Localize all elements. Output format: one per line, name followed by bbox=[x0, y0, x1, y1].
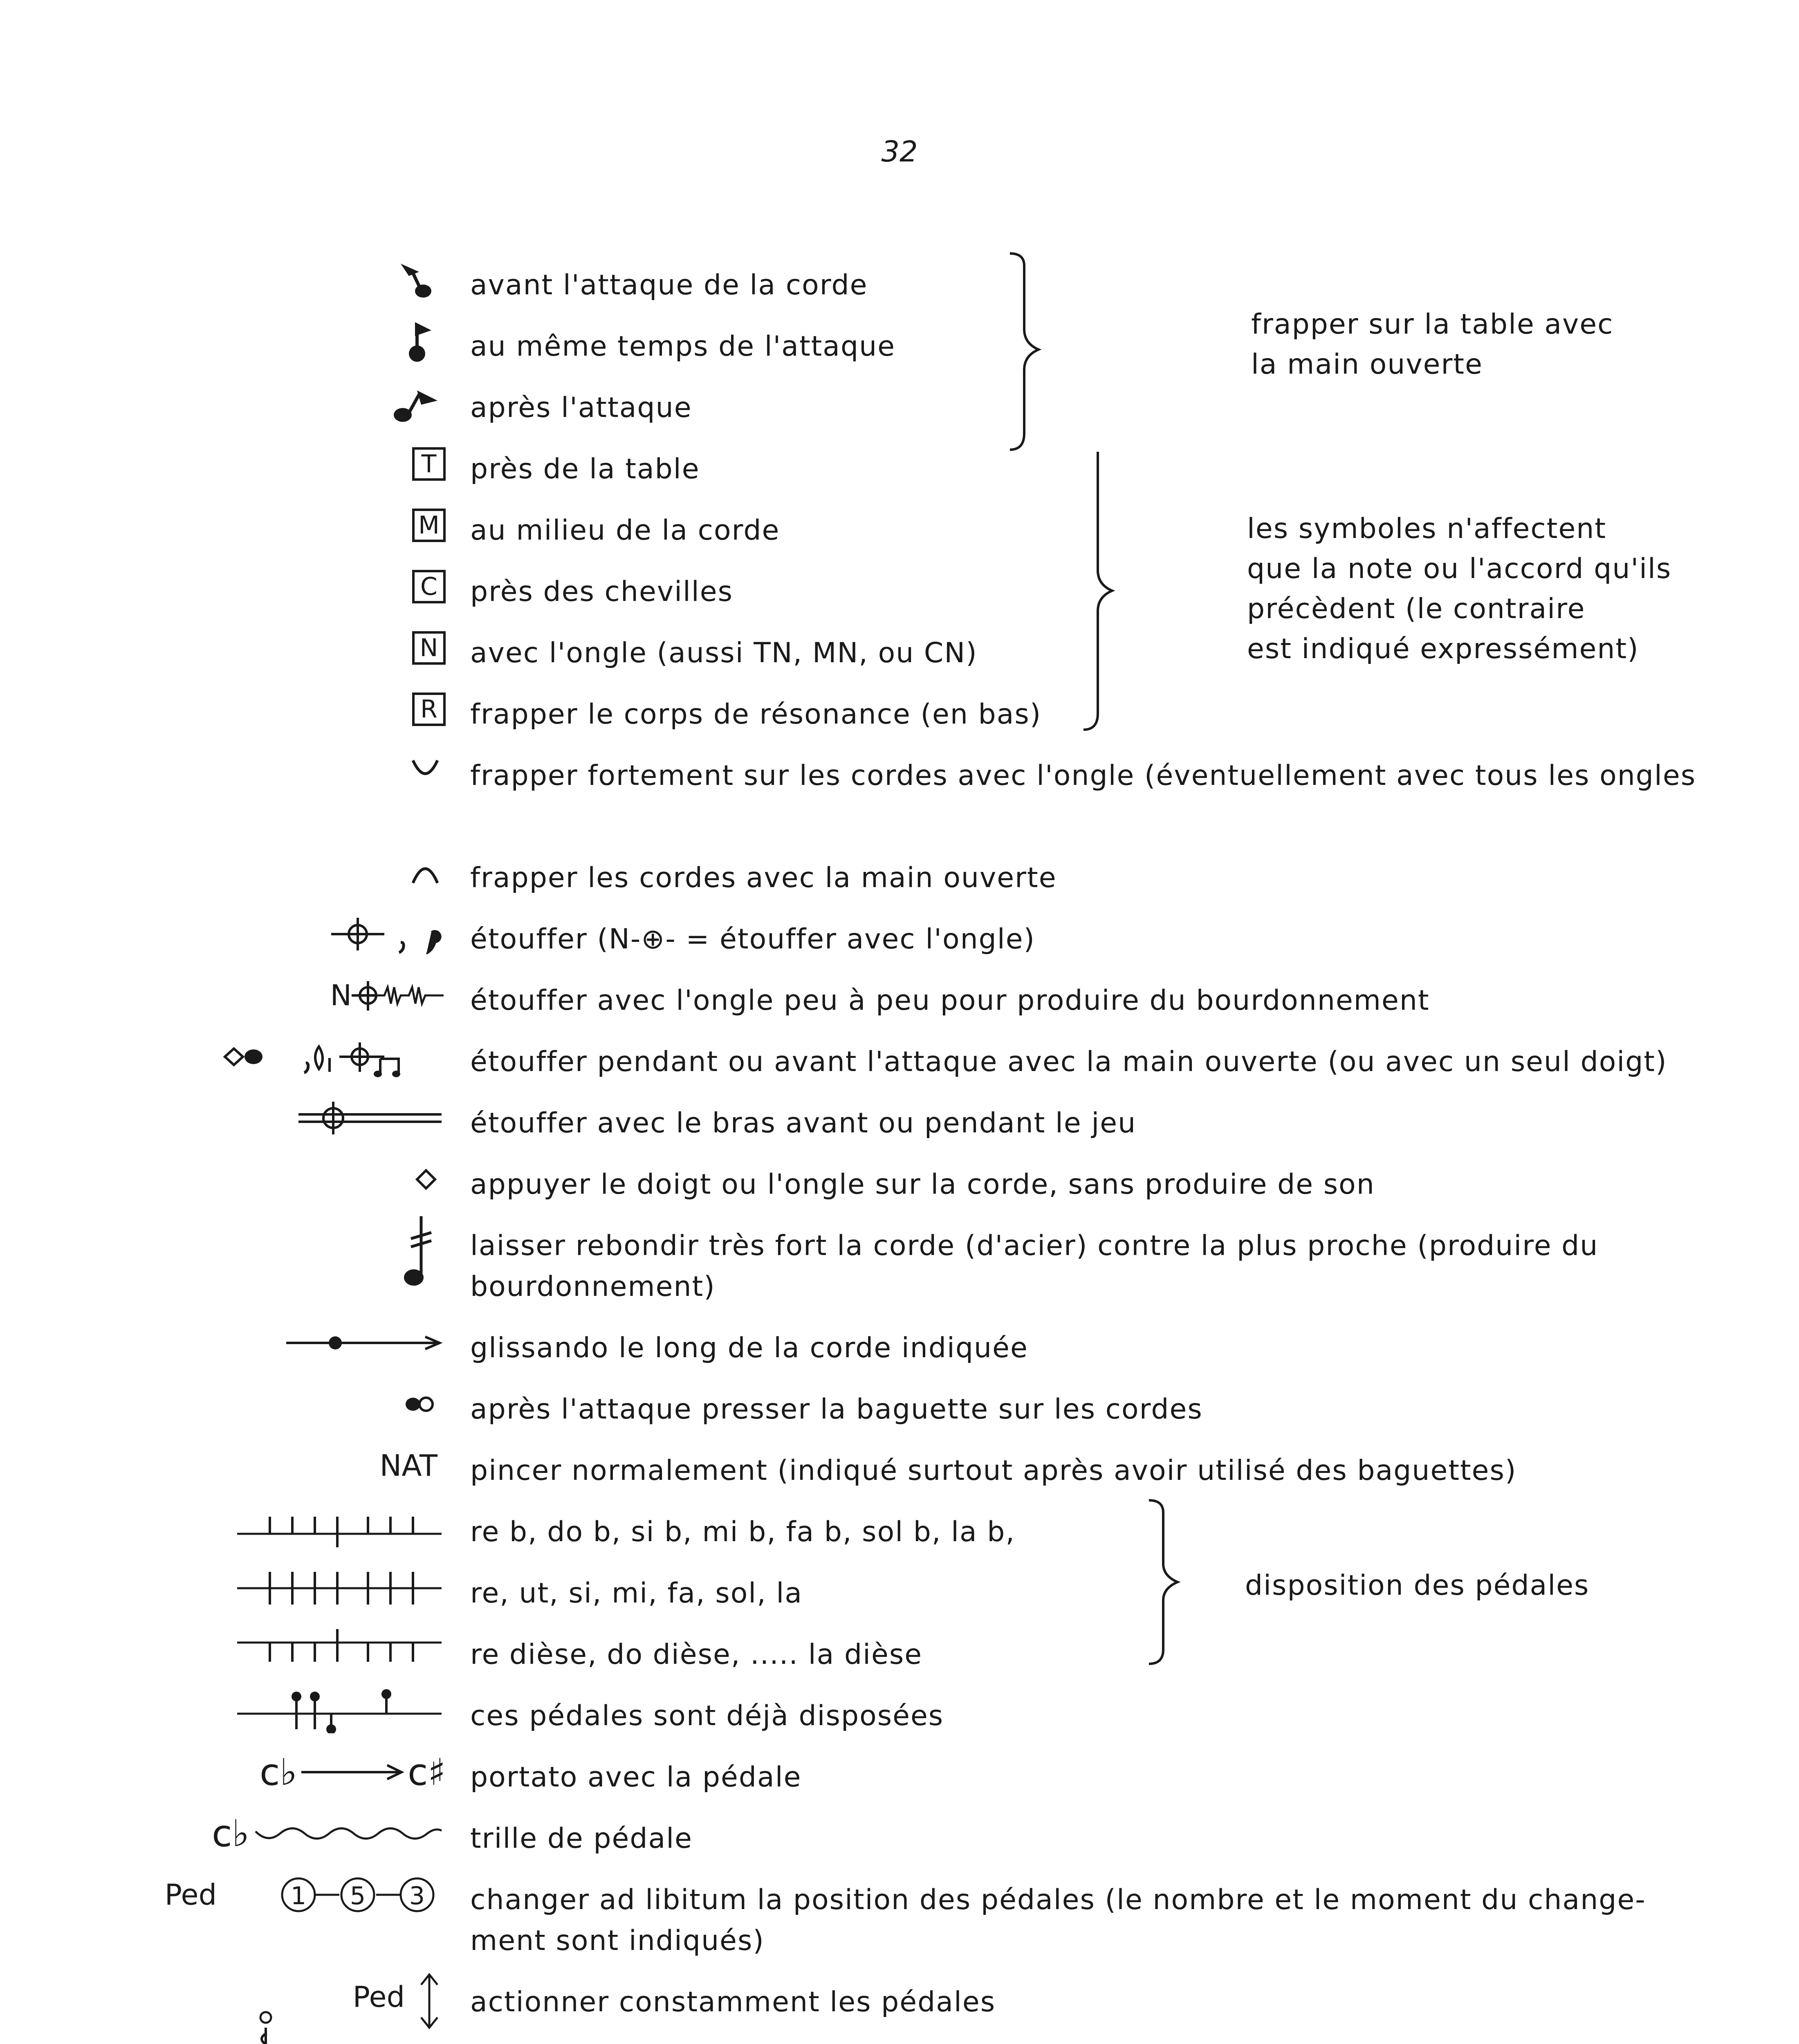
legend-text: re dièse, do dièse, ..... la dièse bbox=[470, 1638, 923, 1671]
legend-row bbox=[0, 687, 1799, 732]
legend-text: actionner constamment les pédales bbox=[470, 1986, 996, 2018]
pedal-flats-icon bbox=[233, 1504, 446, 1549]
side-note-symbols: les symboles n'affectent que la note ou l'accord qu'ils précèdent (le contraire est indiqué expressément) bbox=[1247, 513, 1672, 665]
c-flat-label: c♭ bbox=[212, 1812, 249, 1855]
legend-row bbox=[0, 1811, 1799, 1856]
pedal-circle-number: 5 bbox=[350, 1882, 366, 1910]
legend-row bbox=[0, 1443, 1799, 1488]
pedal-sharps-icon bbox=[233, 1627, 446, 1672]
damp-buzz-icon bbox=[352, 973, 446, 1018]
legend-row bbox=[0, 442, 1799, 486]
glissando-arrow-icon bbox=[282, 1320, 446, 1365]
legend-row bbox=[0, 380, 1799, 425]
dot-circle-icon bbox=[397, 1382, 446, 1427]
pedal-preset-icon bbox=[233, 1688, 446, 1733]
note-stroke-before-icon bbox=[384, 258, 446, 303]
legend-text: au même temps de l'attaque bbox=[470, 330, 896, 363]
pedal-naturals-icon bbox=[233, 1566, 446, 1611]
side-note-table: frapper sur la table avec la main ouverte bbox=[1251, 308, 1614, 381]
legend-row bbox=[0, 1872, 1799, 1957]
legend-text: près des chevilles bbox=[470, 576, 734, 608]
page-number: 32 bbox=[881, 135, 918, 168]
legend-text: glissando le long de la corde indiquée bbox=[470, 1332, 1028, 1364]
legend-row bbox=[0, 2036, 1799, 2044]
damp-arm-icon bbox=[294, 1096, 446, 1141]
wavy-line-icon bbox=[249, 1811, 446, 1856]
legend-text: au milieu de la corde bbox=[470, 514, 780, 547]
legend-row bbox=[0, 1750, 1799, 1795]
pedal-circles-icon bbox=[278, 1872, 442, 1917]
legend-text: trille de pédale bbox=[470, 1822, 693, 1855]
legend-text: étouffer avec l'ongle peu à peu pour produire du bourdonnement bbox=[470, 984, 1430, 1017]
legend-row bbox=[0, 748, 1799, 793]
pedal-circle-number: 1 bbox=[290, 1882, 307, 1910]
legend-text: frapper fortement sur les cordes avec l'ongle (éventuellement avec tous les ongles bbox=[470, 760, 1696, 792]
c-flat-label: c♭ bbox=[260, 1750, 297, 1794]
legend-row bbox=[0, 1382, 1799, 1427]
legend-text: avec l'ongle (aussi TN, MN, ou CN) bbox=[470, 637, 978, 669]
box-r-icon: R bbox=[412, 693, 446, 726]
legend-text: re b, do b, si b, mi b, fa b, sol b, la b, bbox=[470, 1516, 1016, 1548]
legend-text: laisser rebondir très fort la corde (d'acier) contre la plus proche (produire du bourdonnement) bbox=[470, 1230, 1599, 1303]
note-stroke-same-icon bbox=[384, 319, 446, 364]
up-down-arrow-icon bbox=[413, 1970, 446, 2032]
legend-text: après l'attaque presser la baguette sur les cordes bbox=[470, 1393, 1203, 1425]
legend-row bbox=[0, 912, 1799, 957]
legend-text: avant l'attaque de la corde bbox=[470, 269, 868, 301]
brace-right bbox=[1079, 448, 1128, 734]
arc-down-icon bbox=[405, 748, 446, 793]
box-c-icon: C bbox=[412, 570, 446, 603]
diamond-icon bbox=[405, 1157, 446, 1202]
c-sharp-label: c♯ bbox=[407, 1750, 446, 1794]
arrow-right-icon bbox=[297, 1750, 408, 1795]
legend-row bbox=[0, 1627, 1799, 1672]
legend-row bbox=[0, 258, 1799, 303]
damp-comma-icon bbox=[323, 912, 446, 957]
legend-row bbox=[0, 1157, 1799, 1202]
legend-text: près de la table bbox=[470, 453, 700, 485]
legend-text: après l'attaque bbox=[470, 392, 692, 424]
ped-label: Ped bbox=[352, 1980, 405, 2014]
note-stroke-after-icon bbox=[380, 380, 446, 425]
legend-row bbox=[0, 1320, 1799, 1365]
box-m-icon: M bbox=[412, 509, 446, 542]
harmonic-note-icon bbox=[249, 2036, 282, 2044]
legend-row bbox=[0, 1688, 1799, 1733]
damp-hand-icon bbox=[217, 1034, 446, 1079]
legend-row bbox=[0, 1218, 1799, 1303]
legend-text: étouffer (N-⊕- = étouffer avec l'ongle) bbox=[470, 923, 1036, 955]
legend-text: frapper le corps de résonance (en bas) bbox=[470, 698, 1042, 731]
brace-right bbox=[1145, 1496, 1194, 1668]
legend-text: pincer normalement (indiqué surtout après avoir utilisé des baguettes) bbox=[470, 1455, 1517, 1487]
legend-text: re, ut, si, mi, fa, sol, la bbox=[470, 1577, 803, 1609]
side-note-pedals: disposition des pédales bbox=[1245, 1569, 1590, 1602]
legend-text: changer ad libitum la position des pédales (le nombre et le moment du change- ment sont indiqués) bbox=[470, 1884, 1646, 1957]
ped-label: Ped bbox=[164, 1878, 217, 1912]
legend-row bbox=[0, 1504, 1799, 1549]
brace-right bbox=[1006, 249, 1055, 454]
legend-row bbox=[0, 850, 1799, 895]
legend-row bbox=[0, 973, 1799, 1018]
legend-row bbox=[0, 1034, 1799, 1079]
legend-text: ces pédales sont déjà disposées bbox=[470, 1700, 944, 1732]
box-n-icon: N bbox=[412, 631, 446, 665]
legend-text: portato avec la pédale bbox=[470, 1761, 802, 1793]
legend-row bbox=[0, 1096, 1799, 1141]
legend-text: étouffer pendant ou avant l'attaque avec la main ouverte (ou avec un seul doigt) bbox=[470, 1046, 1667, 1078]
pedal-circle-number: 3 bbox=[409, 1882, 425, 1910]
arc-up-icon bbox=[405, 850, 446, 895]
legend-text: appuyer le doigt ou l'ongle sur la corde, sans produire de son bbox=[470, 1168, 1375, 1201]
box-t-icon: T bbox=[412, 447, 446, 481]
rebound-note-icon bbox=[388, 1218, 446, 1263]
nat-label: NAT bbox=[379, 1448, 437, 1483]
legend-text: étouffer avec le bras avant ou pendant le jeu bbox=[470, 1107, 1137, 1139]
damp-buzz-label: N bbox=[330, 979, 352, 1012]
legend-text: frapper les cordes avec la main ouverte bbox=[470, 862, 1057, 894]
